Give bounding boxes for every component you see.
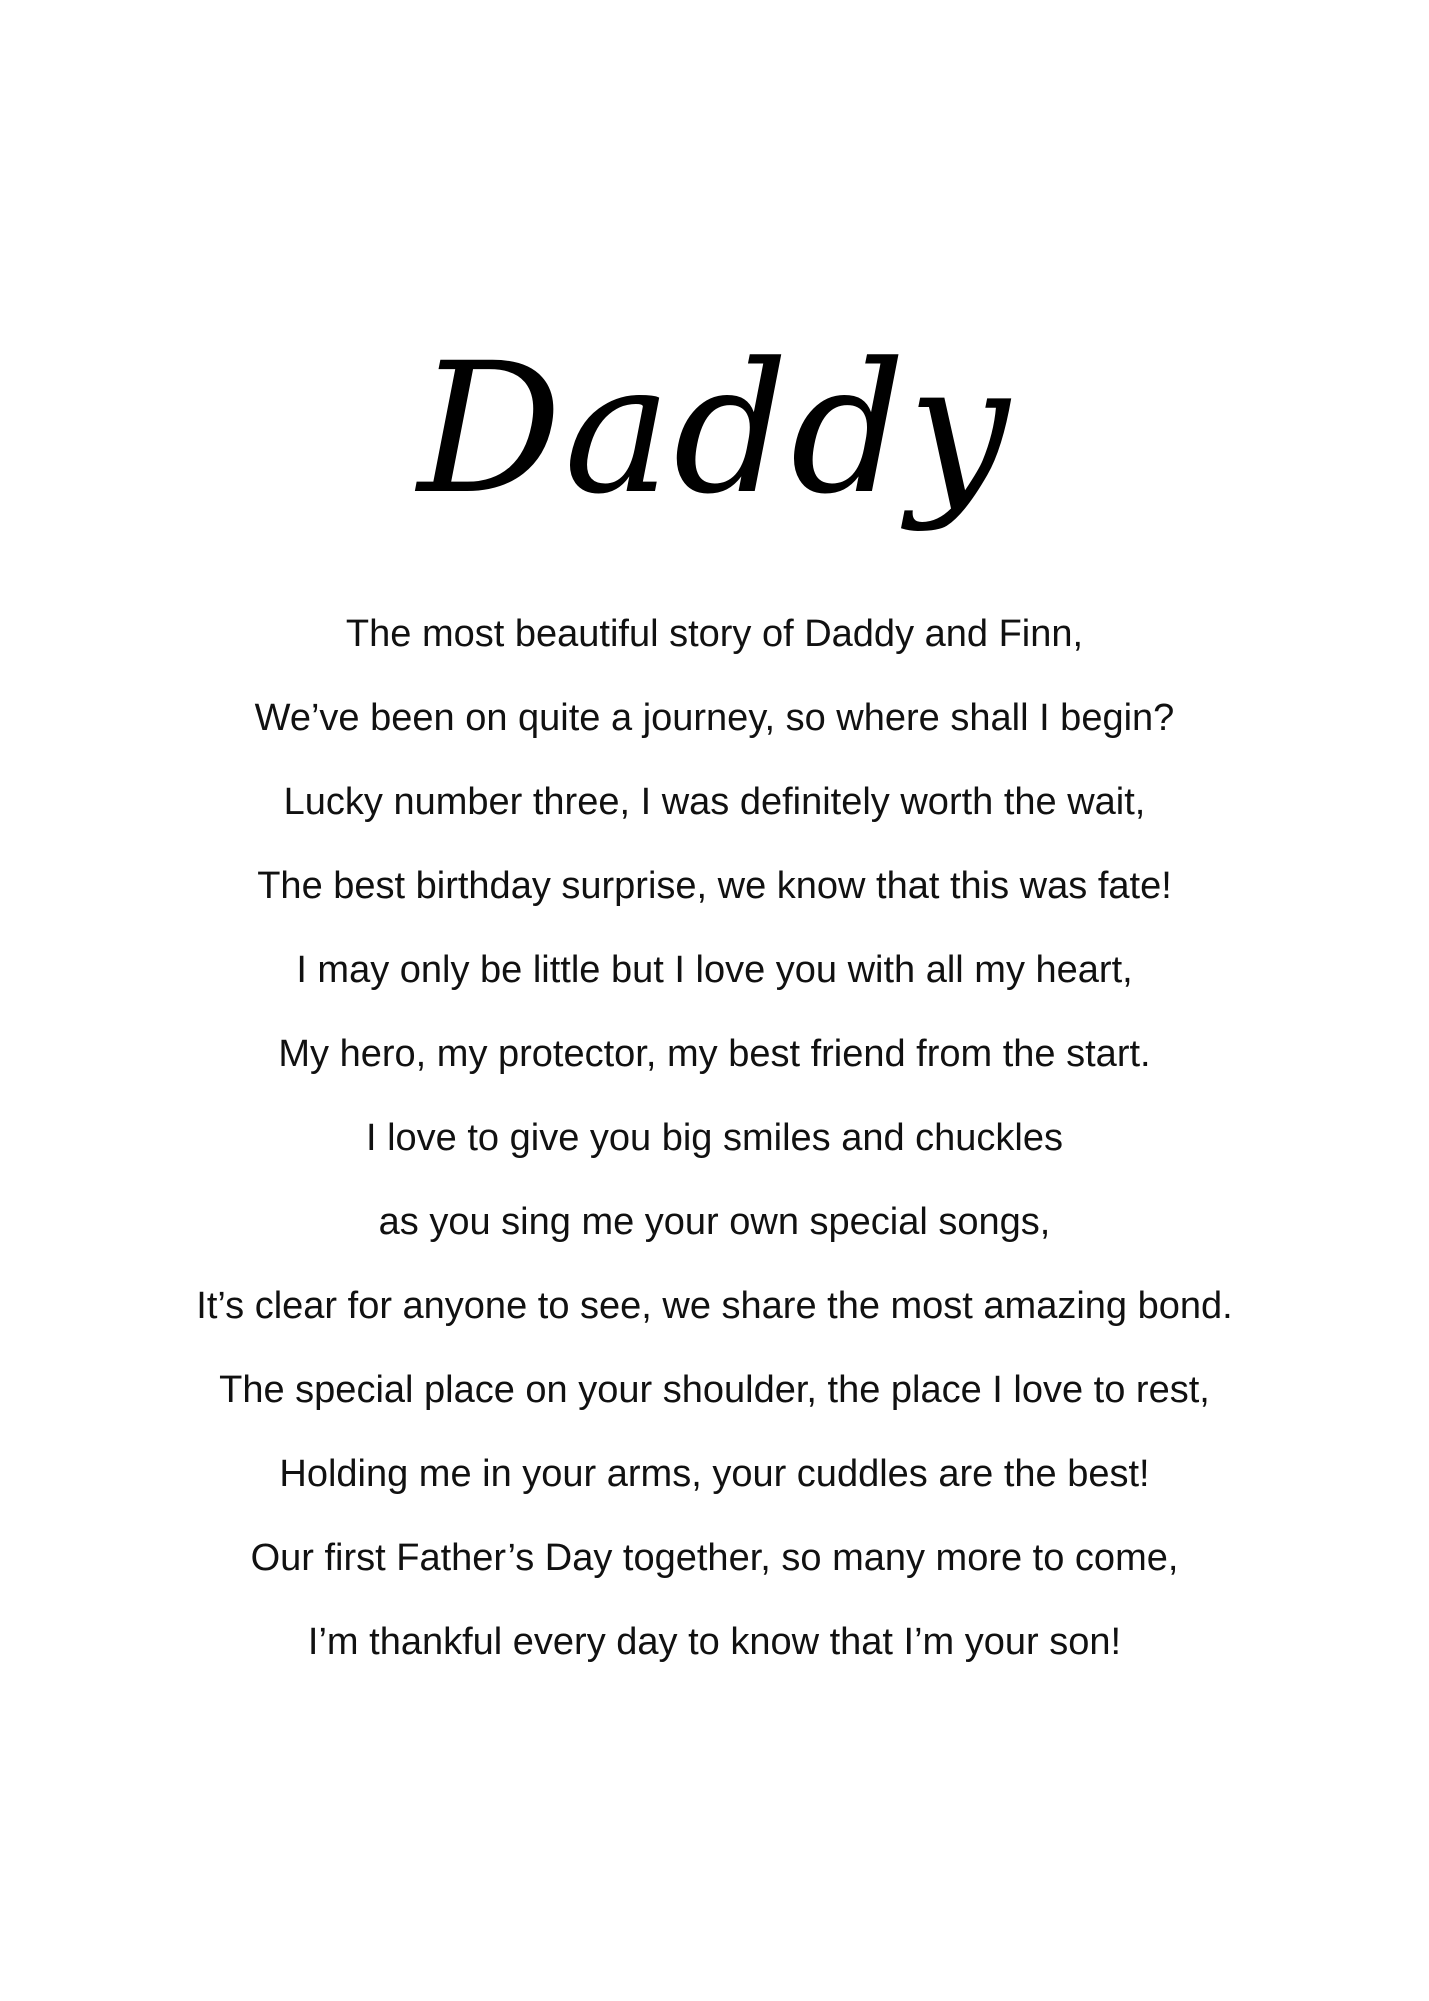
poem-line: It’s clear for anyone to see, we share the most amazing bond.	[196, 1285, 1233, 1327]
poem-line: Lucky number three, I was definitely worth the wait,	[283, 781, 1146, 823]
poem-line: The best birthday surprise, we know that this was fate!	[257, 865, 1172, 907]
page-title: Daddy	[417, 325, 1012, 534]
poem-line: as you sing me your own special songs,	[378, 1201, 1051, 1243]
poem-line: My hero, my protector, my best friend from the start.	[278, 1033, 1151, 1075]
poem-line: The special place on your shoulder, the place I love to rest,	[219, 1369, 1210, 1411]
poem-line: The most beautiful story of Daddy and Finn,	[345, 613, 1084, 655]
poem-line: I love to give you big smiles and chuckles	[365, 1117, 1064, 1159]
poem-line: I may only be little but I love you with all my heart,	[296, 949, 1133, 991]
poem-line: We’ve been on quite a journey, so where shall I begin?	[254, 697, 1175, 739]
poem-line: Holding me in your arms, your cuddles are the best!	[279, 1453, 1150, 1495]
poem-line: Our first Father’s Day together, so many more to come,	[250, 1537, 1179, 1579]
poem-line: I’m thankful every day to know that I’m your son!	[307, 1621, 1122, 1663]
poem-body	[0, 592, 1429, 1684]
